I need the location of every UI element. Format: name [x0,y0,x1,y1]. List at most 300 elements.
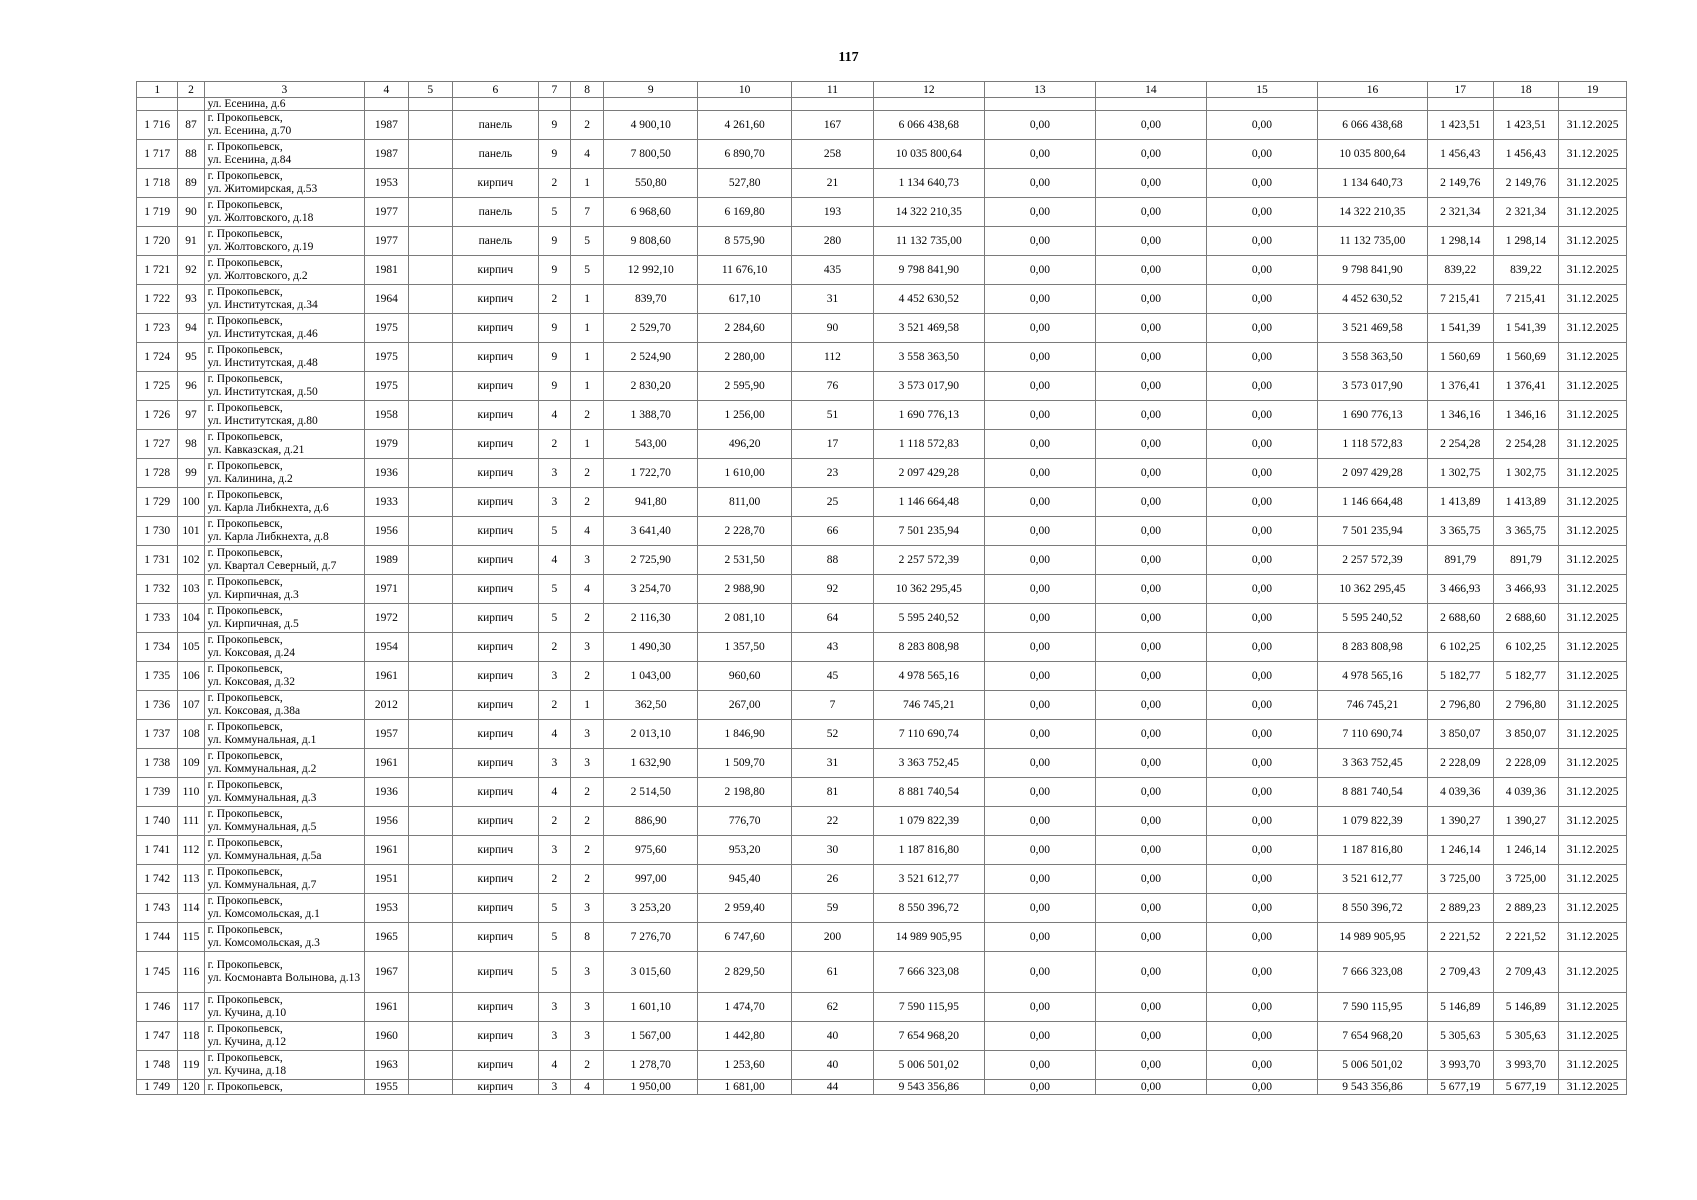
table-cell: кирпич [452,517,538,546]
table-cell: 90 [792,314,874,343]
table-cell: 1 722,70 [604,459,698,488]
table-cell: 1 732 [137,575,178,604]
table-cell: 2 [571,778,604,807]
table-cell: 100 [178,488,204,517]
table-cell: 3 [538,1080,570,1095]
table-cell: 0,00 [984,778,1095,807]
table-cell: 0,00 [1095,633,1206,662]
address-city: г. Прокопьевск, [207,431,283,443]
table-cell: 31.12.2025 [1559,488,1627,517]
table-cell: кирпич [452,314,538,343]
table-cell: 11 132 735,00 [1317,227,1427,256]
table-cell: 112 [178,836,204,865]
table-cell: 1981 [365,256,408,285]
table-cell: 1977 [365,227,408,256]
address-street: ул. Комсомольская, д.3 [207,937,320,949]
address-cell [204,169,365,198]
table-cell: 1989 [365,546,408,575]
table-cell: 8 283 808,98 [873,633,984,662]
table-cell: 527,80 [698,169,792,198]
table-cell: 0,00 [1206,691,1317,720]
table-cell: 26 [792,865,874,894]
table-cell: 2 [571,604,604,633]
column-header: 4 [365,82,408,98]
table-cell [408,430,452,459]
table-cell: 0,00 [1206,343,1317,372]
table-cell: 31.12.2025 [1559,1051,1627,1080]
table-cell: 1979 [365,430,408,459]
table-cell: 43 [792,633,874,662]
table-cell: 1 742 [137,865,178,894]
table-cell: 0,00 [1095,314,1206,343]
address-street: ул. Кирпичная, д.5 [207,618,299,630]
table-cell: 1 [571,314,604,343]
table-cell: 2 321,34 [1428,198,1494,227]
address-cell [204,720,365,749]
table-row [137,749,1627,778]
table-cell: 1 187 816,80 [1317,836,1427,865]
table-cell: 3 850,07 [1428,720,1494,749]
table-cell: 1957 [365,720,408,749]
table-cell: 2 796,80 [1493,691,1559,720]
table-cell: 1 730 [137,517,178,546]
table-cell: 1 748 [137,1051,178,1080]
table-cell: 2 725,90 [604,546,698,575]
table-cell: 1 721 [137,256,178,285]
table-cell: 5 [538,198,570,227]
table-cell [408,227,452,256]
table-cell: 2 [571,459,604,488]
table-cell: 891,79 [1493,546,1559,575]
table-row [137,691,1627,720]
address-street: ул. Карла Либкнехта, д.6 [207,502,329,514]
table-cell: 0,00 [1206,169,1317,198]
table-cell: 0,00 [1095,952,1206,993]
table-cell: 5 182,77 [1493,662,1559,691]
address-cell [204,1080,365,1095]
table-cell: 3 573 017,90 [873,372,984,401]
table-cell: 1 [571,430,604,459]
table-cell: 4 978 565,16 [873,662,984,691]
table-cell: 1953 [365,894,408,923]
table-cell: 0,00 [1206,575,1317,604]
address-street: ул. Коксовая, д.24 [207,647,295,659]
table-cell: 2 [571,111,604,140]
table-row [137,575,1627,604]
table-cell: 0,00 [984,604,1095,633]
column-header: 8 [571,82,604,98]
table-cell: 0,00 [1095,778,1206,807]
table-cell: 2 097 429,28 [1317,459,1427,488]
table-cell: 31.12.2025 [1559,604,1627,633]
table-cell: 31.12.2025 [1559,923,1627,952]
address-cell [204,227,365,256]
table-cell: 9 [538,372,570,401]
table-row [137,401,1627,430]
table-cell: 0,00 [1206,517,1317,546]
address-street: ул. Кавказская, д.21 [207,444,305,456]
table-cell: 1 357,50 [698,633,792,662]
table-row [137,488,1627,517]
table-cell: 98 [178,430,204,459]
table-row [137,720,1627,749]
table-cell: 31.12.2025 [1559,1080,1627,1095]
table-cell: 0,00 [1095,749,1206,778]
table-cell: 0,00 [984,993,1095,1022]
table-cell: 1961 [365,993,408,1022]
table-cell: 3 [538,1022,570,1051]
table-cell: 839,22 [1428,256,1494,285]
table-cell: 87 [178,111,204,140]
table-cell: кирпич [452,401,538,430]
table-cell: 0,00 [1206,836,1317,865]
table-cell: 1972 [365,604,408,633]
table-cell: 6 890,70 [698,140,792,169]
table-cell: 7 501 235,94 [873,517,984,546]
table-cell: 0,00 [1206,1051,1317,1080]
table-cell: 11 132 735,00 [873,227,984,256]
table-cell: 0,00 [1206,401,1317,430]
table-cell: 112 [792,343,874,372]
table-cell: 59 [792,894,874,923]
table-row [137,111,1627,140]
table-cell: 0,00 [984,633,1095,662]
table-cell: 3 [571,894,604,923]
table-cell: 1 423,51 [1428,111,1494,140]
table-row [137,993,1627,1022]
table-cell: 3 993,70 [1493,1051,1559,1080]
table-cell: 0,00 [984,343,1095,372]
table-cell: 975,60 [604,836,698,865]
table-cell: 14 989 905,95 [873,923,984,952]
table-cell: 0,00 [984,720,1095,749]
table-cell: 3 [538,459,570,488]
address-street: ул. Жолтовского, д.18 [207,212,314,224]
table-cell: 31.12.2025 [1559,517,1627,546]
table-cell: 31.12.2025 [1559,575,1627,604]
address-cell [204,691,365,720]
column-header: 16 [1317,82,1427,98]
table-cell: 7 666 323,08 [1317,952,1427,993]
table-cell: 1 388,70 [604,401,698,430]
table-cell: 3 725,00 [1428,865,1494,894]
table-cell: кирпич [452,633,538,662]
table-cell: 941,80 [604,488,698,517]
table-cell: 2 829,50 [698,952,792,993]
table-cell: 21 [792,169,874,198]
table-cell: 1953 [365,169,408,198]
address-city: г. Прокопьевск, [207,750,283,762]
table-cell: 1967 [365,952,408,993]
table-cell: 1 733 [137,604,178,633]
address-city: г. Прокопьевск, [207,112,283,124]
table-cell: 2 529,70 [604,314,698,343]
table-cell: 8 881 740,54 [873,778,984,807]
table-cell: 0,00 [1095,604,1206,633]
address-street: ул. Институтская, д.48 [207,357,318,369]
table-cell: 9 [538,343,570,372]
table-cell: 2 595,90 [698,372,792,401]
table-cell: 8 550 396,72 [873,894,984,923]
table-cell: 92 [792,575,874,604]
table-cell: 1 413,89 [1428,488,1494,517]
table-cell: 1961 [365,662,408,691]
table-cell: 0,00 [1095,459,1206,488]
table-cell: 1 690 776,13 [1317,401,1427,430]
continuation-row [137,98,1627,111]
address-city: г. Прокопьевск, [207,1023,283,1035]
table-cell: 0,00 [984,256,1095,285]
table-cell: 0,00 [1206,488,1317,517]
table-cell: 0,00 [1206,993,1317,1022]
table-cell: кирпич [452,923,538,952]
table-cell: 4 900,10 [604,111,698,140]
table-row [137,517,1627,546]
table-cell [408,256,452,285]
table-cell: 0,00 [984,430,1095,459]
table-cell [408,633,452,662]
table-cell: 31.12.2025 [1559,372,1627,401]
table-cell: 746 745,21 [1317,691,1427,720]
address-city: г. Прокопьевск, [207,924,283,936]
table-cell: 1 541,39 [1493,314,1559,343]
table-cell: 2 [538,169,570,198]
table-cell: 31.12.2025 [1559,749,1627,778]
table-row [137,314,1627,343]
table-cell: 1963 [365,1051,408,1080]
table-cell: 89 [178,169,204,198]
table-cell: 0,00 [1206,633,1317,662]
table-cell: 7 590 115,95 [873,993,984,1022]
table-cell: 2 198,80 [698,778,792,807]
table-cell: панель [452,111,538,140]
table-cell: 9 798 841,90 [1317,256,1427,285]
table-cell: 1 118 572,83 [873,430,984,459]
table-cell: 1 302,75 [1428,459,1494,488]
table-cell [1095,98,1206,111]
table-cell: 4 [538,546,570,575]
address-cell [204,836,365,865]
table-cell: 31.12.2025 [1559,1022,1627,1051]
table-cell: 2 830,20 [604,372,698,401]
table-cell: 8 550 396,72 [1317,894,1427,923]
table-cell: 550,80 [604,169,698,198]
address-cell [204,993,365,1022]
table-cell: 9 543 356,86 [1317,1080,1427,1095]
table-cell [408,720,452,749]
table-cell: 0,00 [1095,575,1206,604]
table-cell: 997,00 [604,865,698,894]
table-cell: 7 590 115,95 [1317,993,1427,1022]
table-cell: 51 [792,401,874,430]
table-cell [1559,98,1627,111]
table-cell: 108 [178,720,204,749]
table-cell: 1 738 [137,749,178,778]
table-cell: 1 134 640,73 [1317,169,1427,198]
table-cell [1493,98,1559,111]
table-cell: кирпич [452,865,538,894]
table-cell: 1 726 [137,401,178,430]
table-cell: 110 [178,778,204,807]
table-cell: 1 442,80 [698,1022,792,1051]
table-cell: 3 [538,662,570,691]
table-cell: 31.12.2025 [1559,140,1627,169]
table-cell: 0,00 [984,749,1095,778]
table-cell: 31 [792,285,874,314]
address-cell [204,111,365,140]
table-cell: 1 541,39 [1428,314,1494,343]
table-cell: 9 [538,314,570,343]
table-cell: 1 735 [137,662,178,691]
table-cell: кирпич [452,1051,538,1080]
table-cell: 4 452 630,52 [873,285,984,314]
table-cell: 0,00 [1206,314,1317,343]
column-header: 15 [1206,82,1317,98]
table-cell: 1 [571,285,604,314]
table-cell: 2 257 572,39 [1317,546,1427,575]
table-cell: 0,00 [984,923,1095,952]
address-street: ул. Космонавта Волынова, д.13 [207,972,361,984]
table-cell: 1 722 [137,285,178,314]
table-cell: 0,00 [984,1080,1095,1095]
table-cell: 0,00 [984,546,1095,575]
table-cell: 3 365,75 [1493,517,1559,546]
table-cell: 776,70 [698,807,792,836]
address-cell [204,198,365,227]
table-cell: кирпич [452,749,538,778]
table-cell: 0,00 [1206,111,1317,140]
table-cell: 4 [571,1080,604,1095]
column-header: 5 [408,82,452,98]
table-cell: 1 346,16 [1428,401,1494,430]
table-cell: 3 466,93 [1493,575,1559,604]
address-street: ул. Коммунальная, д.2 [207,763,317,775]
table-cell: 0,00 [1095,198,1206,227]
table-cell: 88 [792,546,874,575]
table-cell [408,865,452,894]
table-cell: 0,00 [984,1051,1095,1080]
table-cell: 1 146 664,48 [1317,488,1427,517]
address-street: ул. Калинина, д.2 [207,473,293,485]
table-cell: 1 950,00 [604,1080,698,1095]
address-cell [204,285,365,314]
column-header: 12 [873,82,984,98]
address-cell [204,517,365,546]
page-number: 117 [838,50,859,65]
table-cell: кирпич [452,546,538,575]
table-cell [408,807,452,836]
table-cell: 0,00 [984,952,1095,993]
table-cell: 81 [792,778,874,807]
table-cell: 0,00 [984,662,1095,691]
address-cell [204,314,365,343]
table-cell: 3 521 612,77 [1317,865,1427,894]
table-cell: 31.12.2025 [1559,198,1627,227]
table-cell: 2 228,70 [698,517,792,546]
table-cell: 1 717 [137,140,178,169]
table-cell: 0,00 [984,372,1095,401]
table-cell: кирпич [452,575,538,604]
table-cell: 12 992,10 [604,256,698,285]
address-city: г. Прокопьевск, [207,895,283,907]
table-row [137,140,1627,169]
table-cell: 0,00 [1095,343,1206,372]
table-cell: 91 [178,227,204,256]
table-row [137,865,1627,894]
table-cell: 3 015,60 [604,952,698,993]
table-cell: 1 079 822,39 [1317,807,1427,836]
table-cell: 31.12.2025 [1559,256,1627,285]
table-cell: 0,00 [1206,807,1317,836]
table-cell: 106 [178,662,204,691]
table-cell: 1 278,70 [604,1051,698,1080]
table-cell: 1 043,00 [604,662,698,691]
address-cell [204,430,365,459]
address-cell [204,894,365,923]
table-cell: 4 039,36 [1428,778,1494,807]
table-cell: 2 889,23 [1493,894,1559,923]
table-cell: 7 276,70 [604,923,698,952]
table-cell [408,401,452,430]
address-city: г. Прокопьевск, [207,663,283,675]
table-cell: кирпич [452,372,538,401]
table-cell: 10 362 295,45 [873,575,984,604]
table-cell: панель [452,198,538,227]
address-city: г. Прокопьевск, [207,228,283,240]
table-cell: 2 257 572,39 [873,546,984,575]
table-cell: 5 [571,227,604,256]
table-cell: 96 [178,372,204,401]
table-cell: 3 466,93 [1428,575,1494,604]
table-cell: 4 452 630,52 [1317,285,1427,314]
address-cell [204,256,365,285]
table-cell: 102 [178,546,204,575]
table-cell: 2 149,76 [1428,169,1494,198]
table-cell: 23 [792,459,874,488]
table-cell: 2 [538,633,570,662]
table-cell: 1 079 822,39 [873,807,984,836]
table-cell [408,575,452,604]
table-cell: 1 741 [137,836,178,865]
table-row [137,778,1627,807]
address-city: г. Прокопьевск, [207,837,283,849]
address-street: ул. Житомирская, д.53 [207,183,318,195]
table-cell: 0,00 [1095,401,1206,430]
table-cell: 1 134 640,73 [873,169,984,198]
table-cell: 0,00 [984,401,1095,430]
address-city: г. Прокопьевск, [207,959,283,971]
table-cell: кирпич [452,1022,538,1051]
table-cell [408,98,452,111]
table-cell: 11 676,10 [698,256,792,285]
table-cell: 4 [538,401,570,430]
table-row [137,256,1627,285]
table-cell: 5 [538,517,570,546]
table-cell: кирпич [452,836,538,865]
table-cell: 1933 [365,488,408,517]
table-cell: 0,00 [1206,952,1317,993]
table-cell: 14 322 210,35 [1317,198,1427,227]
table-cell: 1 737 [137,720,178,749]
address-cell [204,923,365,952]
table-cell: 1 719 [137,198,178,227]
table-cell: 1 567,00 [604,1022,698,1051]
table-cell: кирпич [452,894,538,923]
table-cell: 119 [178,1051,204,1080]
table-cell: 7 654 968,20 [873,1022,984,1051]
table-cell: 31.12.2025 [1559,952,1627,993]
table-cell: 3 [538,993,570,1022]
